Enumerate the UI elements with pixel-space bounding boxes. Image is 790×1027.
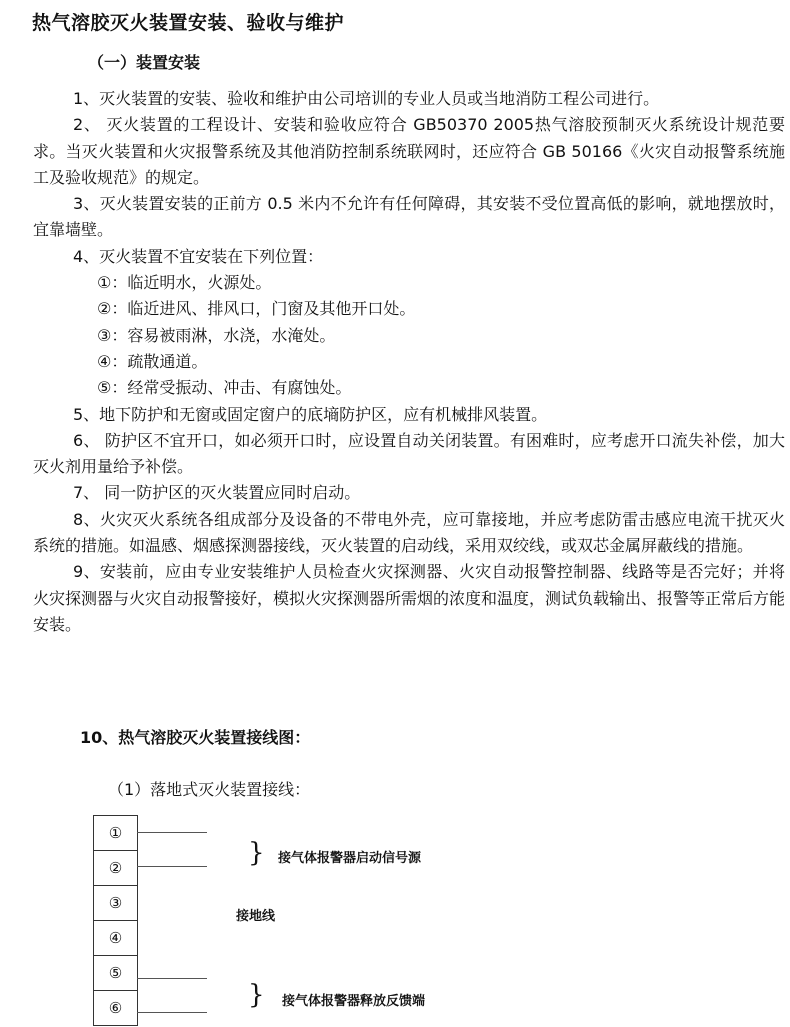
paragraph-5: 5、地下防护和无窗或固定窗户的底墒防护区，应有机械排风装置。 [73, 404, 548, 424]
label-release-feedback: 接气体报警器释放反馈端 [282, 994, 426, 1009]
paragraph-9: 9、安装前，应由专业安装维护人员检查火灾探测器、火灾自动报警控制器、线路等是否完好；并将火灾探测器与火灾自动报警接好，模拟火灾探测器所需烟的浓度和温度，测试负载输出、报警等正常后方能安装。 [33, 562, 786, 634]
wire-5 [137, 978, 207, 979]
subsection-heading-floor-wiring: （1）落地式灭火装置接线： [108, 780, 311, 799]
position-item-1: ①：临近明水，火源处。 [97, 273, 272, 293]
brace-signal: } [248, 838, 265, 868]
position-item-5: ⑤：经常受振动、冲击、有腐蚀处。 [97, 378, 352, 398]
label-ground: 接地线 [236, 909, 276, 924]
section-heading-wiring: 10、热气溶胶灭火装置接线图： [80, 728, 311, 747]
paragraph-1: 1、灭火装置的安装、验收和维护由公司培训的专业人员或当地消防工程公司进行。 [73, 89, 660, 108]
terminal-5: ⑤ [94, 955, 137, 990]
terminal-6: ⑥ [94, 990, 137, 1025]
section-heading-installation: （一）装置安装 [88, 53, 201, 72]
terminal-4: ④ [94, 920, 137, 955]
terminal-2: ② [94, 850, 137, 885]
paragraph-6: 6、 防护区不宜开口，如必须开口时，应设置自动关闭装置。有困难时，应考虑开口流失补偿，加大灭火剂用量给予补偿。 [33, 430, 785, 477]
paragraph-3: 3、灭火装置安装的正前方 0.5 米内不允许有任何障碍，其安装不受位置高低的影响，就地摆放时，宜靠墙壁。 [33, 194, 785, 240]
installation-text [33, 86, 785, 638]
terminal-3: ③ [94, 885, 137, 920]
wire-2 [137, 866, 207, 867]
terminal-block [93, 815, 138, 1026]
page-title: 热气溶胶灭火装置安装、验收与维护 [32, 12, 345, 34]
wire-6 [137, 1012, 207, 1013]
position-item-2: ②：临近进风、排风口，门窗及其他开口处。 [97, 299, 416, 319]
wire-1 [137, 832, 207, 833]
paragraph-2: 2、 灭火装置的工程设计、安装和验收应符合 GB50370 2005热气溶胶预制灭火系统设计规范要求。当灭火装置和火灾报警系统及其他消防控制系统联网时，还应符合 GB 50166《火灾自动报警系统施工及验收规范》的规定。 [33, 115, 785, 187]
paragraph-7: 7、 同一防护区的灭火装置应同时启动。 [73, 483, 361, 503]
brace-feedback: } [248, 980, 265, 1010]
paragraph-4: 4、灭火装置不宜安装在下列位置： [73, 246, 324, 266]
terminal-1: ① [108, 824, 123, 842]
label-signal-source: 接气体报警器启动信号源 [278, 851, 422, 866]
position-item-4: ④：疏散通道。 [97, 351, 208, 371]
position-item-3: ③：容易被雨淋，水浇，水淹处。 [97, 325, 336, 345]
paragraph-8: 8、火灾灭火系统各组成部分及设备的不带电外壳，应可靠接地，并应考虑防雷击感应电流干扰灭火系统的措施。如温感、烟感探测器接线，灭火装置的启动线，采用双绞线，或双芯金属屏蔽线的措施。 [33, 509, 785, 556]
